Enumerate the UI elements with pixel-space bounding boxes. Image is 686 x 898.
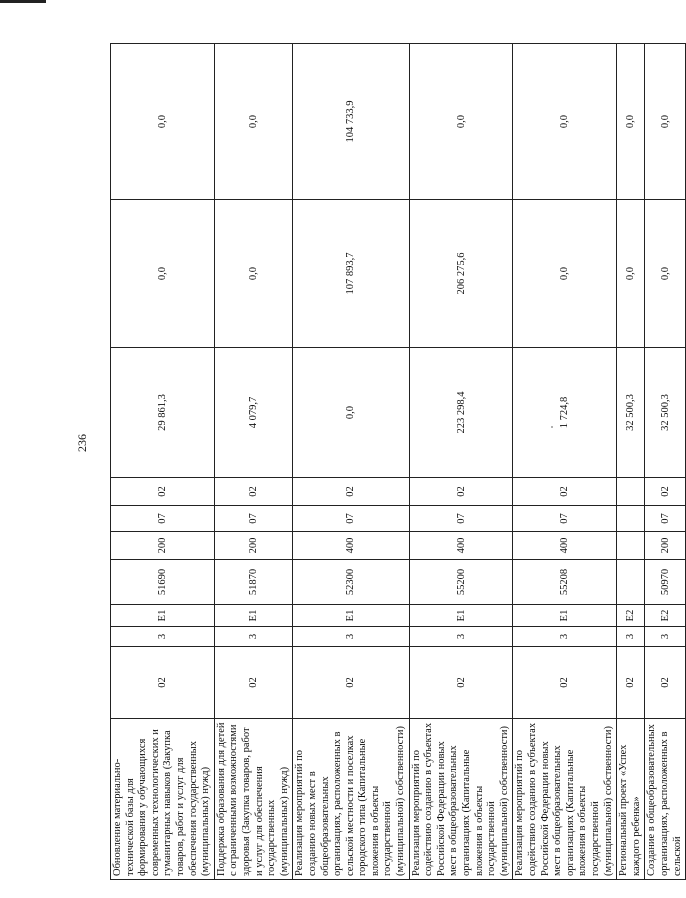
code-cell: 3 <box>409 627 513 647</box>
code-cell: 07 <box>293 506 409 532</box>
amount-cell: 0,0 <box>214 200 293 348</box>
code-cell: 02 <box>111 647 215 719</box>
code-cell: E1 <box>111 605 215 627</box>
code-cell: 07 <box>214 506 293 532</box>
table-row <box>617 44 645 880</box>
amount-cell: 0,0 <box>409 44 513 200</box>
code-cell: 55200 <box>409 560 513 605</box>
amount-cell: 0,0 <box>293 348 409 478</box>
amount-cell: 0,0 <box>111 44 215 200</box>
amount-cell: 107 893,7 <box>293 200 409 348</box>
amount-cell: 1 724,8 <box>513 348 617 478</box>
code-cell: 02 <box>214 647 293 719</box>
row-name: Обновление материально-технической базы для формирования у обучающихся современных технологических и гуманитарных навыков (Закупка товаров, работ и услуг для обеспечения государственных (муниципальных) нужд) <box>111 719 215 880</box>
code-cell: 02 <box>409 478 513 506</box>
code-cell: 02 <box>293 478 409 506</box>
code-cell: 200 <box>214 532 293 560</box>
code-cell: 02 <box>645 478 686 506</box>
code-cell: 51870 <box>214 560 293 605</box>
code-cell <box>617 506 645 532</box>
amount-cell: 206 275,6 <box>409 200 513 348</box>
amount-cell: 0,0 <box>645 200 686 348</box>
code-cell: E2 <box>617 605 645 627</box>
table-row <box>645 44 686 880</box>
amount-cell: 0,0 <box>617 44 645 200</box>
code-cell: 3 <box>293 627 409 647</box>
code-cell <box>617 560 645 605</box>
code-cell: 02 <box>111 478 215 506</box>
table-row <box>513 44 617 880</box>
code-cell: E1 <box>409 605 513 627</box>
code-cell: E1 <box>293 605 409 627</box>
amount-cell: 29 861,3 <box>111 348 215 478</box>
code-cell: 3 <box>645 627 686 647</box>
amount-cell: 104 733,9 <box>293 44 409 200</box>
code-cell: 02 <box>513 478 617 506</box>
code-cell: 400 <box>409 532 513 560</box>
table-row <box>293 44 409 880</box>
code-cell: 400 <box>293 532 409 560</box>
code-cell: 55208 <box>513 560 617 605</box>
code-cell: 200 <box>111 532 215 560</box>
code-cell: 07 <box>645 506 686 532</box>
scan-corner-mark <box>0 0 46 3</box>
row-name: Реализация мероприятий по созданию новых мест в общеобразовательных организациях, расположенных в сельской местности и поселках городского типа (Капитальные вложения в объекты государственной (муниципальной) собственности) <box>293 719 409 880</box>
code-cell <box>617 478 645 506</box>
code-cell: E1 <box>513 605 617 627</box>
budget-table <box>110 43 686 880</box>
table-row <box>111 44 215 880</box>
code-cell: 02 <box>409 647 513 719</box>
code-cell: 52300 <box>293 560 409 605</box>
row-name: Поддержка образования для детей с ограниченными возможностями здоровья (Закупка товаров, работ и услуг для обеспечения государственных (муниципальных) нужд) <box>214 719 293 880</box>
row-name: Реализация мероприятий по содействию созданию в субъектах Российской Федерации новых мест в общеобразовательных организациях (Капитальные вложения в объекты государственной (муниципальной) собственности) <box>513 719 617 880</box>
code-cell: E2 <box>645 605 686 627</box>
row-name: Реализация мероприятий по содействию созданию в субъектах Российской Федерации новых мест в общеобразовательных организациях (Капитальные вложения в объекты государственной (муниципальной) собственности) <box>409 719 513 880</box>
code-cell: 51690 <box>111 560 215 605</box>
amount-cell: 0,0 <box>645 44 686 200</box>
code-cell: 3 <box>617 627 645 647</box>
code-cell: 3 <box>214 627 293 647</box>
code-cell: E1 <box>214 605 293 627</box>
code-cell: 02 <box>293 647 409 719</box>
code-cell: 07 <box>111 506 215 532</box>
code-cell: 200 <box>645 532 686 560</box>
amount-cell: 0,0 <box>513 44 617 200</box>
amount-cell: 223 298,4 <box>409 348 513 478</box>
code-cell: 07 <box>513 506 617 532</box>
table-row <box>409 44 513 880</box>
code-cell: 50970 <box>645 560 686 605</box>
amount-cell: 0,0 <box>617 200 645 348</box>
amount-cell: 4 079,7 <box>214 348 293 478</box>
amount-cell: 32 500,3 <box>645 348 686 478</box>
code-cell: 02 <box>214 478 293 506</box>
code-cell: 3 <box>513 627 617 647</box>
amount-cell: 32 500,3 <box>617 348 645 478</box>
amount-cell: 0,0 <box>111 200 215 348</box>
row-name: Региональный проект «Успех каждого ребенка» <box>617 719 645 880</box>
amount-cell: 0,0 <box>214 44 293 200</box>
rotated-table-wrapper <box>110 44 683 880</box>
code-cell: 02 <box>513 647 617 719</box>
code-cell: 400 <box>513 532 617 560</box>
amount-cell: 0,0 <box>513 200 617 348</box>
code-cell <box>617 532 645 560</box>
table-row <box>214 44 293 880</box>
code-cell: 07 <box>409 506 513 532</box>
code-cell: 02 <box>645 647 686 719</box>
page-number: 236 <box>75 434 89 452</box>
row-name: Создание в общеобразовательных организациях, расположенных в сельской <box>645 719 686 880</box>
code-cell: 3 <box>111 627 215 647</box>
code-cell: 02 <box>617 647 645 719</box>
